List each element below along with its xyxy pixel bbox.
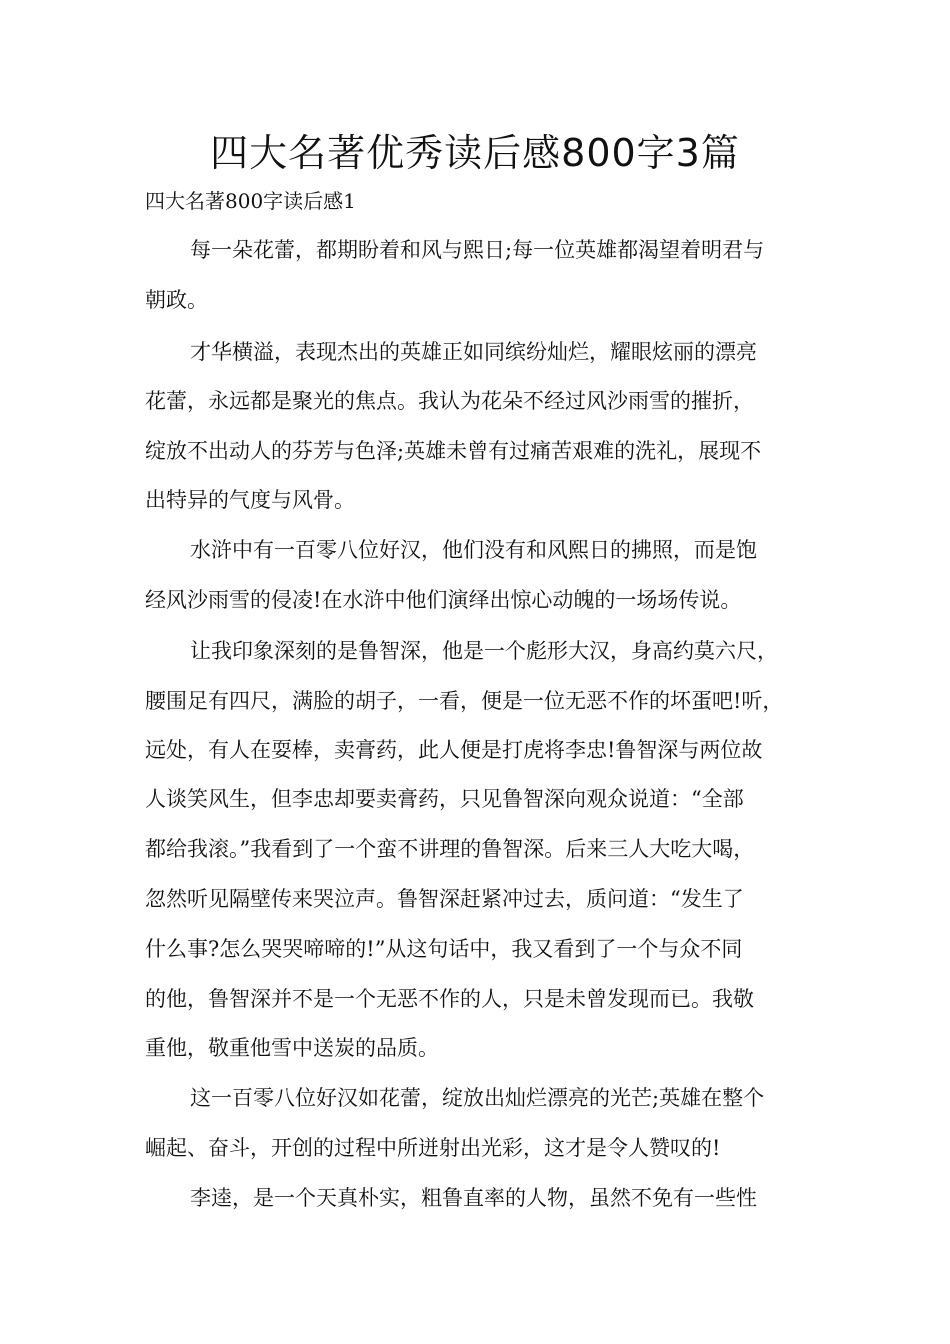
text-line: 出特异的气度与风骨。 <box>145 488 355 512</box>
text-line: 绽放不出动人的芬芳与色泽;英雄未曾有过痛苦艰难的洗礼，展现不 <box>145 439 762 463</box>
text-line: 朝政。 <box>145 288 208 312</box>
text-line: 李逵，是一个天真朴实，粗鲁直率的人物，虽然不免有一些性 <box>190 1186 757 1210</box>
text-line: 水浒中有一百零八位好汉，他们没有和风熙日的拂照，而是饱 <box>190 538 757 562</box>
text-line: 忽然听见隔壁传来哭泣声。鲁智深赶紧冲过去，质问道：“发生了 <box>145 887 744 911</box>
text-line: 什么事?怎么哭哭啼啼的!”从这句话中，我又看到了一个与众不同 <box>145 937 743 961</box>
text-line: 都给我滚。”我看到了一个蛮不讲理的鲁智深。后来三人大吃大喝， <box>145 837 755 861</box>
text-line: 才华横溢，表现杰出的英雄正如同缤纷灿烂，耀眼炫丽的漂亮 <box>190 340 757 364</box>
text-line: 重他，敬重他雪中送炭的品质。 <box>145 1036 439 1060</box>
text-line: 花蕾，永远都是聚光的焦点。我认为花朵不经过风沙雨雪的摧折， <box>145 389 754 413</box>
text-line: 的他，鲁智深并不是一个无恶不作的人，只是未曾发现而已。我敬 <box>145 987 754 1011</box>
text-line: 让我印象深刻的是鲁智深，他是一个彪形大汉，身高约莫六尺， <box>190 639 778 663</box>
section-subtitle: 四大名著800字读后感1 <box>145 189 356 213</box>
text-line: 腰围足有四尺，满脸的胡子，一看，便是一位无恶不作的坏蛋吧!听， <box>145 689 784 713</box>
text-line: 崛起、奋斗，开创的过程中所迸射出光彩，这才是令人赞叹的! <box>145 1136 721 1160</box>
text-line: 人谈笑风生，但李忠却要卖膏药，只见鲁智深向观众说道：“全部 <box>145 787 744 811</box>
text-line: 这一百零八位好汉如花蕾，绽放出灿烂漂亮的光芒;英雄在整个 <box>190 1086 765 1110</box>
text-line: 经风沙雨雪的侵凌!在水浒中他们演绎出惊心动魄的一场场传说。 <box>145 588 742 612</box>
text-line: 远处，有人在耍棒，卖膏药，此人便是打虎将李忠!鲁智深与两位故 <box>145 738 763 762</box>
text-line: 每一朵花蕾，都期盼着和风与熙日;每一位英雄都渴望着明君与 <box>190 238 765 262</box>
document-title: 四大名著优秀读后感800字3篇 <box>210 131 740 175</box>
